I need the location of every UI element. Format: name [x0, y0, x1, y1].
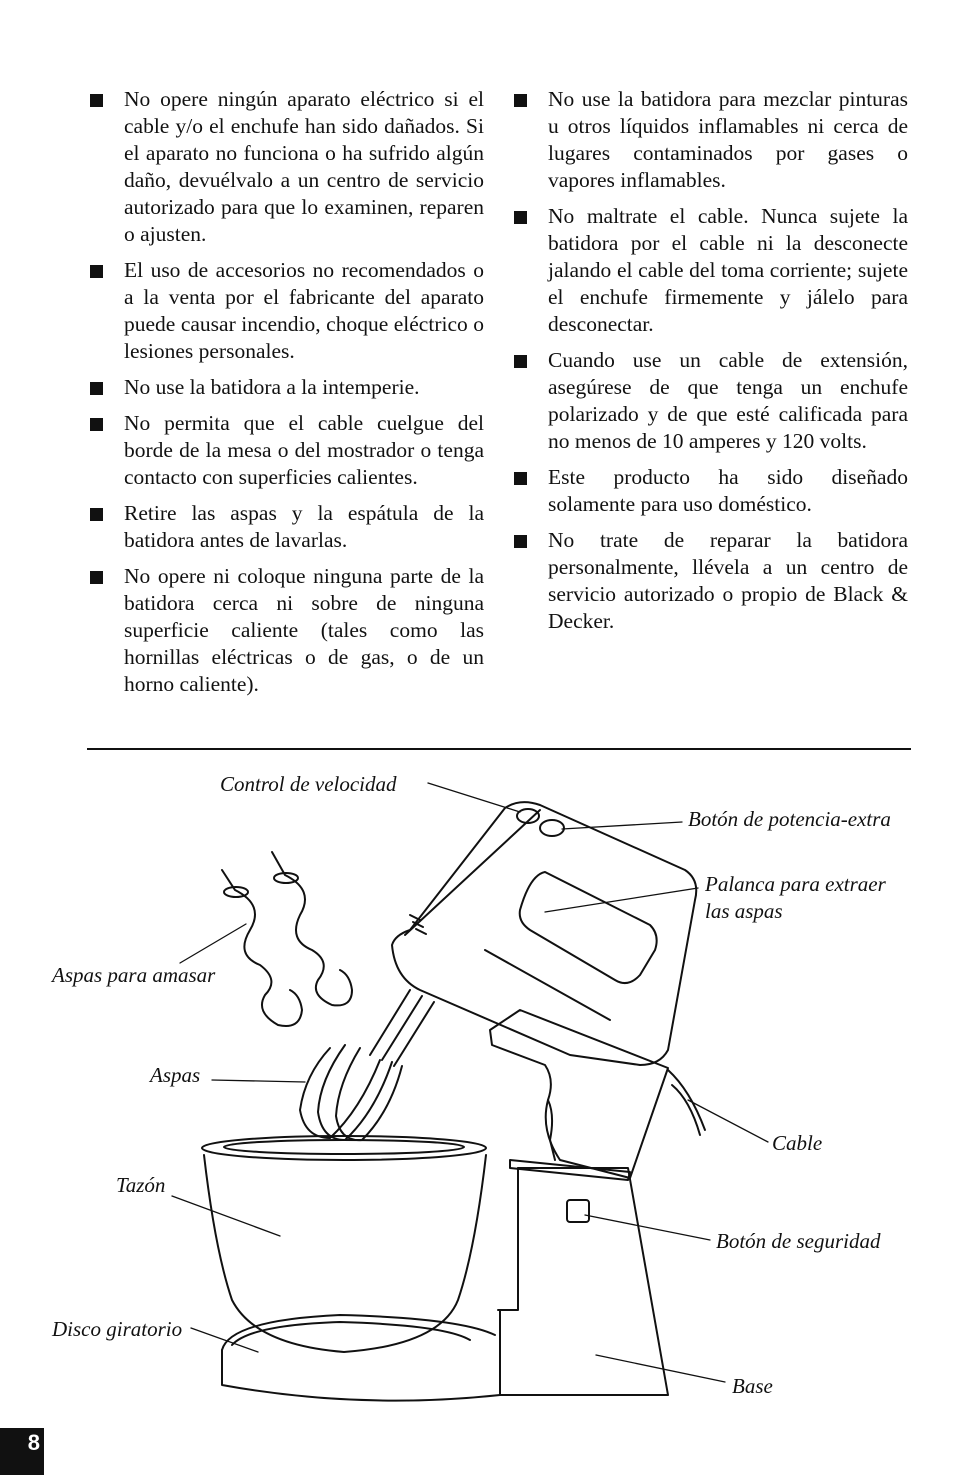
label-eject-lever-line1: Palanca para extraer — [705, 872, 886, 896]
mixer-base-illustration — [498, 1160, 668, 1395]
list-item: Este producto ha sido diseñado solamente para uso doméstico. — [512, 464, 908, 518]
turntable-illustration — [222, 1315, 500, 1401]
list-item: No trate de reparar la batidora personalmente, llévela a un centro de servicio autorizado o propio de Black & Decker. — [512, 527, 908, 635]
bullet-square-icon — [90, 382, 103, 395]
bowl-illustration — [202, 1136, 486, 1352]
mixer-head-illustration — [392, 802, 696, 1065]
label-base: Base — [732, 1374, 773, 1398]
label-speed-control: Control de velocidad — [220, 772, 397, 796]
bullet-square-icon — [90, 94, 103, 107]
list-item: No maltrate el cable. Nunca sujete la batidora por el cable ni la desconecte jalando el cable del toma corriente; sujete el enchufe firmemente y jálelo para desconectar. — [512, 203, 908, 338]
bullet-square-icon — [514, 211, 527, 224]
page-number: 8 — [27, 1430, 40, 1455]
list-item: El uso de accesorios no recomendados o a la venta por el fabricante del aparato puede causar incendio, choque eléctrico o lesiones personales. — [88, 257, 484, 365]
list-item: No use la batidora para mezclar pinturas u otros líquidos inflamables ni cerca de lugares contaminados por gases o vapores inflamables. — [512, 86, 908, 194]
safety-button-shape — [567, 1200, 589, 1222]
label-beaters: Aspas — [150, 1063, 201, 1087]
bullet-square-icon — [90, 265, 103, 278]
list-item: No opere ni coloque ninguna parte de la batidora cerca ni sobre de ninguna superficie caliente (tales como las hornillas eléctricas o de gas, o de un horno caliente). — [88, 563, 484, 698]
label-dough-hooks: Aspas para amasar — [52, 963, 216, 987]
list-item: Cuando use un cable de extensión, asegúrese de que tenga un enchufe polarizado y de que esté calificada para no menos de 10 amperes y 120 volts. — [512, 347, 908, 455]
beaters-illustration — [300, 990, 434, 1140]
label-power-boost: Botón de potencia-extra — [688, 807, 891, 831]
bullet-square-icon — [90, 508, 103, 521]
list-item: No opere ningún aparato eléctrico si el cable y/o el enchufe han sido dañados. Si el aparato no funciona o ha sufrido algún daño, devuélvalo a un centro de servicio autorizado para que lo examinen, reparen o ajusten. — [88, 86, 484, 248]
bullet-square-icon — [514, 94, 527, 107]
mixer-stand-illustration — [490, 1010, 668, 1178]
section-divider — [87, 748, 911, 750]
mixer-diagram — [0, 760, 954, 1420]
bullet-square-icon — [514, 472, 527, 485]
list-item: Retire las aspas y la espátula de la batidora antes de lavarlas. — [88, 500, 484, 554]
bullet-square-icon — [90, 418, 103, 431]
right-column — [512, 86, 908, 644]
label-bowl: Tazón — [116, 1173, 166, 1197]
label-cord: Cable — [772, 1131, 823, 1155]
power-boost-button-shape — [540, 820, 564, 836]
dough-hooks-illustration — [222, 852, 352, 1026]
bullet-square-icon — [514, 535, 527, 548]
list-item: No use la batidora a la intemperie. — [88, 374, 484, 401]
bullet-square-icon — [90, 571, 103, 584]
label-eject-lever-line2: las aspas — [705, 899, 783, 923]
cord-illustration — [668, 1070, 705, 1130]
label-safety-button: Botón de seguridad — [716, 1229, 881, 1253]
label-turntable: Disco giratorio — [52, 1317, 183, 1341]
list-item: No permita que el cable cuelgue del borde de la mesa o del mostrador o tenga contacto con superficies calientes. — [88, 410, 484, 491]
left-column — [88, 86, 484, 707]
bullet-square-icon — [514, 355, 527, 368]
